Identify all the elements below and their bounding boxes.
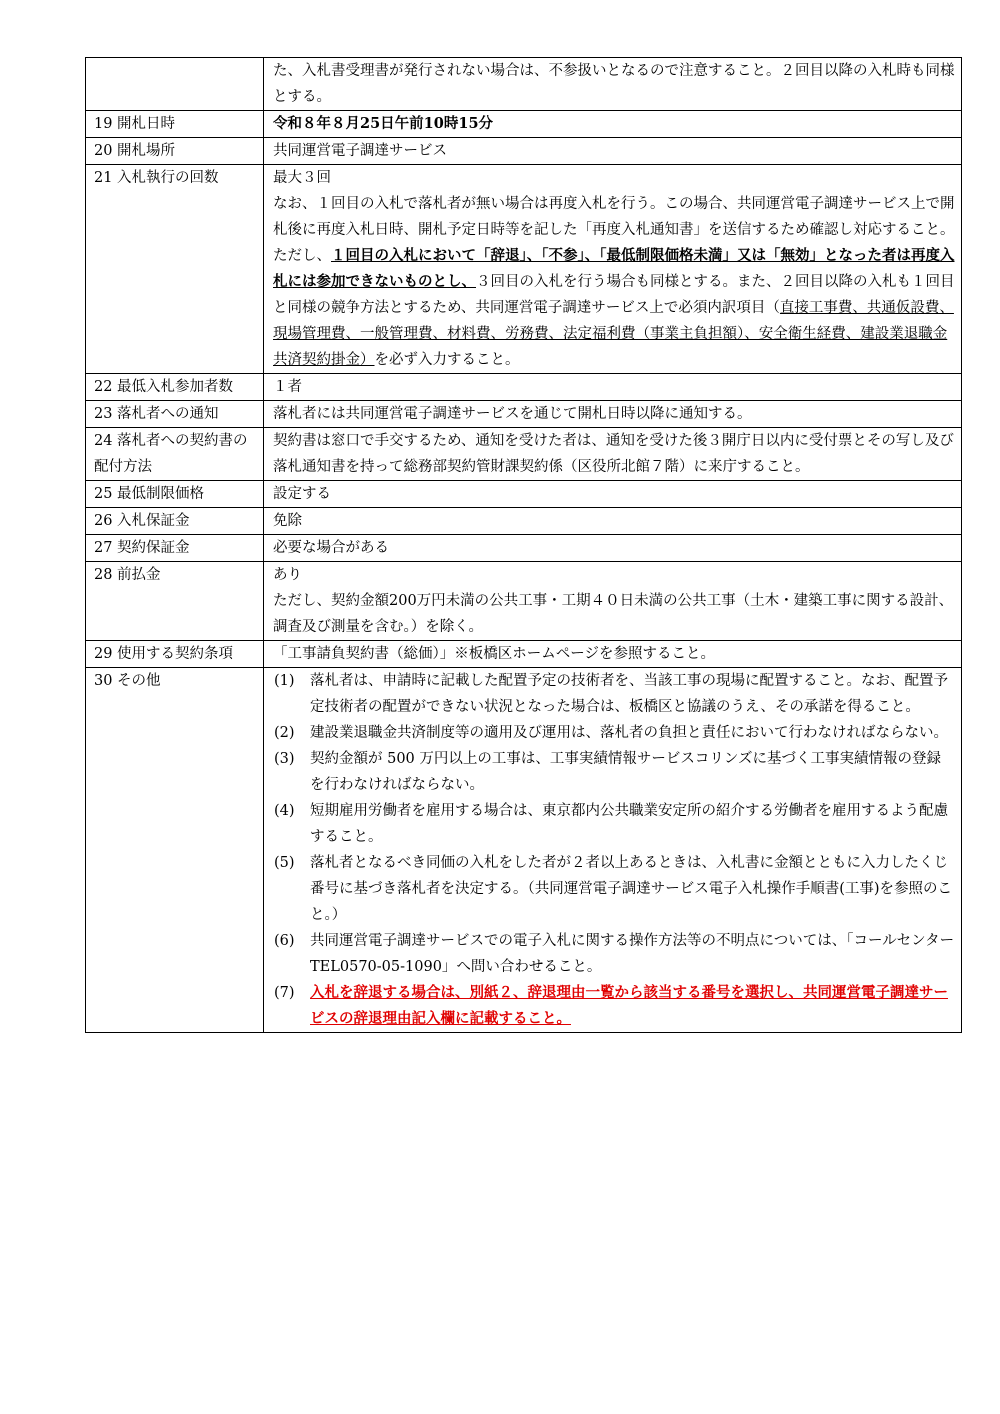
- row-label: 27 契約保証金: [86, 535, 264, 562]
- list-text: 建設業退職金共済制度等の適用及び運用は、落札者の負担と責任において行わなければならない。: [310, 725, 948, 741]
- list-text: 短期雇用労働者を雇用する場合は、東京都内公共職業安定所の紹介する労働者を雇用するよう配慮すること。: [310, 803, 948, 845]
- row-value: [264, 562, 962, 641]
- list-number: (6): [274, 933, 295, 949]
- list-number: (1): [274, 673, 295, 689]
- specification-table: [85, 57, 969, 1033]
- table-row: [86, 562, 962, 641]
- row-label: 19 開札日時: [86, 111, 264, 138]
- list-item: [274, 980, 955, 1032]
- row-label: 28 前払金: [86, 562, 264, 641]
- table-row: [86, 481, 962, 508]
- rounds-text-3: を必ず入力すること。: [374, 352, 520, 368]
- table-row: [86, 401, 962, 428]
- row-label: 23 落札者への通知: [86, 401, 264, 428]
- list-number: (5): [274, 855, 295, 871]
- opening-datetime: 令和８年８月25日午前10時15分: [264, 111, 962, 138]
- table-row: [86, 668, 962, 1033]
- row-label: 24 落札者への契約書の配付方法: [86, 428, 264, 481]
- row-value: 設定する: [264, 481, 962, 508]
- advance-payment-exception: ただし、契約金額200万円未満の公共工事・工期４０日未満の公共工事（土木・建築工事に関する設計、調査及び測量を含む。）を除く。: [273, 593, 954, 635]
- max-rounds: 最大３回: [273, 170, 331, 186]
- list-item: [274, 668, 955, 720]
- list-item: [274, 720, 955, 746]
- row-label: 29 使用する契約条項: [86, 641, 264, 668]
- list-number: (2): [274, 725, 295, 741]
- list-item: [274, 798, 955, 850]
- row-value: 落札者には共同運営電子調達サービスを通じて開札日時以降に通知する。: [264, 401, 962, 428]
- row-value: 免除: [264, 508, 962, 535]
- advance-payment-yes: あり: [273, 567, 302, 583]
- required-items: 直接工事費、共通仮設費、現場管理費、一般管理費、材料費、労務費、法定福利費（事業主負担額）、安全衛生経費、建設業退職金共済契約掛金）: [273, 300, 954, 368]
- withdrawal-warning: 入札を辞退する場合は、別紙２、辞退理由一覧から該当する番号を選択し、共同運営電子調達サービスの辞退理由記入欄に記載すること。: [310, 984, 948, 1027]
- row-value: 契約書は窓口で手交するため、通知を受けた者は、通知を受けた後３開庁日以内に受付票とその写し及び落札通知書を持って総務部契約管財課契約係（区役所北館７階）に来庁すること。: [264, 428, 962, 481]
- row-label: 22 最低入札参加者数: [86, 374, 264, 401]
- row-value: 共同運営電子調達サービス: [264, 138, 962, 165]
- row-label: 21 入札執行の回数: [86, 165, 264, 374]
- list-item: [274, 850, 955, 928]
- row-value: 「工事請負契約書（総価）」※板橋区ホームページを参照すること。: [264, 641, 962, 668]
- list-text: 落札者は、申請時に記載した配置予定の技術者を、当該工事の現場に配置すること。なお、配置予定技術者の配置ができない状況となった場合は、板橋区と協議のうえ、その承諾を得ること。: [310, 673, 948, 715]
- row-value: 必要な場合がある: [264, 535, 962, 562]
- row-value: [264, 165, 962, 374]
- row-label: 30 その他: [86, 668, 264, 1033]
- row-label: 20 開札場所: [86, 138, 264, 165]
- table-row: [86, 508, 962, 535]
- row-value: １者: [264, 374, 962, 401]
- row-label: 25 最低制限価格: [86, 481, 264, 508]
- table-row: [86, 111, 962, 138]
- table-row: [86, 535, 962, 562]
- list-number: (3): [274, 751, 295, 767]
- row-value: た、入札書受理書が発行されない場合は、不参扱いとなるので注意すること。２回目以降の入札時も同様とする。: [264, 58, 962, 111]
- other-notes: [264, 668, 969, 1033]
- table-row: [86, 641, 962, 668]
- row-label: [86, 58, 264, 111]
- table-row: [86, 428, 962, 481]
- rounds-text-2: ３回目の入札を行う場合も同様とする。また、２回目以降の入札も１回目と同様の競争方法とするため、共同運営電子調達サービス上で必須内訳項目（: [273, 274, 955, 316]
- list-text: 契約金額が 500 万円以上の工事は、工事実績情報サービスコリンズに基づく工事実績情報の登録を行わなければならない。: [310, 751, 941, 793]
- table-row: [86, 165, 962, 374]
- table-row: [86, 58, 962, 111]
- list-item: [274, 746, 955, 798]
- table-row: [86, 138, 962, 165]
- list-number: (4): [274, 803, 295, 819]
- rounds-bold-warning: １回目の入札において「辞退」、「不参」、「最低制限価格未満」又は「無効」となった者は再度入札には参加できないものとし、: [273, 247, 955, 290]
- list-text: 落札者となるべき同価の入札をした者が２者以上あるときは、入札書に金額とともに入力したくじ番号に基づき落札者を決定する。（共同運営電子調達サービス電子入札操作手順書(工事)を参照のこと。）: [310, 855, 953, 923]
- table-row: [86, 374, 962, 401]
- list-item: [274, 928, 969, 980]
- row-label: 26 入札保証金: [86, 508, 264, 535]
- rounds-description: [273, 191, 955, 373]
- list-number: (7): [274, 985, 295, 1001]
- rounds-text-1: なお、１回目の入札で落札者が無い場合は再度入札を行う。この場合、共同運営電子調達サービス上で開札後に再度入札日時、開札予定日時等を記した「再度入札通知書」を送信するため確認し対応すること。ただし、: [273, 196, 955, 264]
- list-text: 共同運営電子調達サービスでの電子入札に関する操作方法等の不明点については、「コールセンター TEL0570-05-1090」へ問い合わせること。: [310, 933, 969, 975]
